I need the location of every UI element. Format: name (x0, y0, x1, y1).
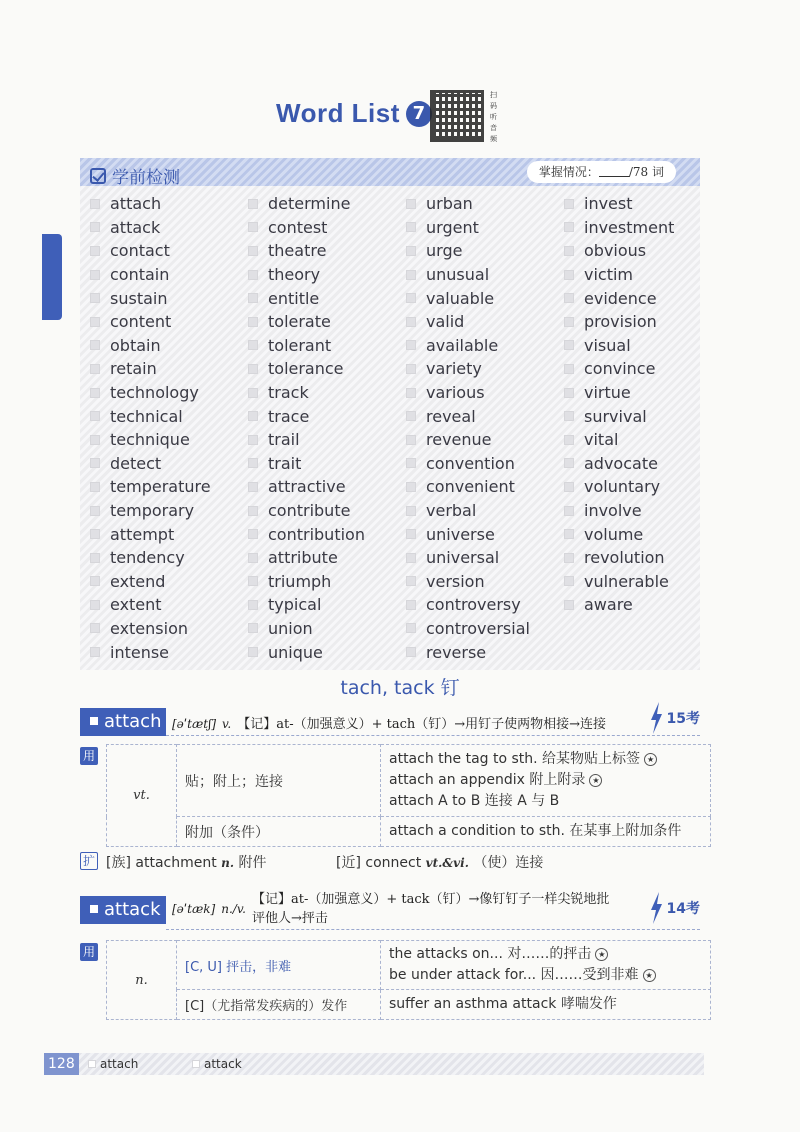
word-item[interactable] (90, 310, 240, 334)
word-text: voluntary (584, 477, 661, 497)
word-item[interactable] (406, 334, 556, 358)
word-item[interactable] (248, 522, 398, 546)
word-item[interactable] (406, 499, 556, 523)
checkbox-icon (90, 168, 106, 184)
word-checkbox[interactable] (90, 293, 100, 303)
word-item[interactable] (564, 404, 714, 428)
usage-meaning: [C]（尤指常发疾病的）发作 (177, 990, 381, 1020)
word-text: convenient (426, 477, 515, 497)
word-checkbox[interactable] (564, 222, 574, 232)
word-checkbox[interactable] (564, 364, 574, 374)
word-checkbox[interactable] (248, 435, 258, 445)
word-item[interactable] (406, 263, 556, 287)
word-text: vital (584, 430, 619, 450)
page-header (276, 98, 432, 129)
usage-example: attach a condition to sth. 在某事上附加条件 (381, 817, 711, 847)
lightning-icon (649, 892, 663, 924)
word-checkbox[interactable] (90, 623, 100, 633)
key-mark-icon: ★ (589, 774, 602, 787)
word-column-2 (248, 192, 398, 664)
word-text: tolerant (268, 335, 332, 355)
word-checkbox[interactable] (248, 600, 258, 610)
example-line: attach an appendix 附上附录 ★ (389, 770, 702, 791)
qr-code-icon[interactable] (430, 90, 484, 142)
panel-title: 学前检测 (90, 163, 180, 188)
word-checkbox[interactable] (248, 623, 258, 633)
word-text: trait (268, 453, 302, 473)
qr-label: 扫码听音频 (490, 91, 497, 143)
word-checkbox[interactable] (406, 317, 416, 327)
word-text: sustain (110, 288, 168, 308)
chapter-side-tab (42, 234, 62, 320)
extension-icon: 扩 (80, 852, 98, 870)
word-item[interactable] (90, 381, 240, 405)
usage-table-attack (106, 940, 711, 1020)
word-item[interactable] (564, 593, 714, 617)
word-item[interactable] (248, 617, 398, 641)
word-text: theatre (268, 241, 327, 261)
word-text: urge (426, 241, 463, 261)
word-item[interactable] (564, 570, 714, 594)
word-item[interactable] (248, 216, 398, 240)
word-item[interactable] (90, 216, 240, 240)
word-text: aware (584, 595, 633, 615)
word-text: tolerance (268, 359, 344, 379)
word-text: virtue (584, 383, 631, 403)
word-checkbox[interactable] (248, 317, 258, 327)
entry-attack-header (80, 890, 700, 930)
footer-word[interactable]: attach (88, 1057, 138, 1071)
word-checkbox[interactable] (406, 647, 416, 657)
example-line: attach the tag to sth. 给某物贴上标签 ★ (389, 749, 702, 770)
word-text: valid (426, 312, 465, 332)
word-item[interactable] (564, 522, 714, 546)
word-item[interactable] (248, 475, 398, 499)
word-text: attribute (268, 548, 338, 568)
word-text: revolution (584, 548, 665, 568)
word-item[interactable] (406, 617, 556, 641)
word-checkbox[interactable] (248, 458, 258, 468)
word-checkbox[interactable] (564, 482, 574, 492)
word-checkbox[interactable] (90, 270, 100, 280)
word-item[interactable] (90, 428, 240, 452)
word-text: contribution (268, 524, 365, 544)
word-text: available (426, 335, 499, 355)
word-text: typical (268, 595, 322, 615)
word-item[interactable] (406, 216, 556, 240)
word-checkbox[interactable] (564, 270, 574, 280)
word-checkbox[interactable] (248, 340, 258, 350)
word-item[interactable] (248, 570, 398, 594)
extension-near: [近] connect vt.&vi. （使）连接 (336, 855, 544, 871)
word-column-4 (564, 192, 714, 617)
word-item[interactable] (248, 357, 398, 381)
word-item[interactable] (90, 286, 240, 310)
word-item[interactable] (406, 570, 556, 594)
word-checkbox[interactable] (90, 600, 100, 610)
example-line: attach A to B 连接 A 与 B (389, 793, 560, 809)
mastery-status: 掌握情况： /78 词 (527, 161, 676, 183)
word-checkbox[interactable] (406, 222, 416, 232)
word-item[interactable] (90, 522, 240, 546)
word-checkbox[interactable] (90, 576, 100, 586)
word-checkbox[interactable] (406, 388, 416, 398)
word-item[interactable] (90, 192, 240, 216)
usage-example: suffer an asthma attack 哮喘发作 (381, 990, 711, 1020)
word-checkbox[interactable] (248, 576, 258, 586)
word-checkbox[interactable] (406, 553, 416, 563)
word-checkbox[interactable] (564, 435, 574, 445)
word-text: union (268, 618, 313, 638)
word-column-1 (90, 192, 240, 664)
word-text: trace (268, 406, 310, 426)
word-text: contain (110, 265, 170, 285)
word-checkbox[interactable] (90, 506, 100, 516)
word-checkbox[interactable] (564, 293, 574, 303)
word-text: attack (110, 217, 161, 237)
list-number-badge: 7 (406, 101, 432, 127)
word-checkbox[interactable] (406, 293, 416, 303)
word-text: survival (584, 406, 647, 426)
word-text: revenue (426, 430, 492, 450)
entry-attach-header (80, 708, 700, 736)
usage-examples (381, 745, 711, 817)
word-text: visual (584, 335, 631, 355)
word-item[interactable] (564, 475, 714, 499)
word-item[interactable] (406, 475, 556, 499)
word-checkbox[interactable] (248, 529, 258, 539)
word-checkbox[interactable] (90, 364, 100, 374)
word-checkbox[interactable] (90, 388, 100, 398)
word-checkbox[interactable] (564, 246, 574, 256)
word-item[interactable] (406, 239, 556, 263)
word-checkbox[interactable] (248, 246, 258, 256)
word-checkbox[interactable] (406, 458, 416, 468)
word-checkbox[interactable] (564, 340, 574, 350)
word-checkbox[interactable] (406, 199, 416, 209)
word-item[interactable] (248, 499, 398, 523)
extension-family: [族] attachment n. 附件 (106, 855, 267, 871)
word-text: contact (110, 241, 170, 261)
word-checkbox[interactable] (406, 600, 416, 610)
word-item[interactable] (564, 286, 714, 310)
word-checkbox[interactable] (90, 553, 100, 563)
word-checkbox[interactable] (564, 458, 574, 468)
word-text: obvious (584, 241, 647, 261)
word-item[interactable] (564, 310, 714, 334)
word-item[interactable] (564, 357, 714, 381)
word-text: trail (268, 430, 300, 450)
word-item[interactable] (564, 239, 714, 263)
headword: attach (80, 708, 166, 736)
word-item[interactable] (406, 404, 556, 428)
word-item[interactable] (90, 617, 240, 641)
word-checkbox[interactable] (564, 199, 574, 209)
word-checkbox[interactable] (564, 506, 574, 516)
word-text: urban (426, 194, 473, 214)
word-text: investment (584, 217, 675, 237)
word-text: extension (110, 618, 188, 638)
word-item[interactable] (406, 546, 556, 570)
word-text: retain (110, 359, 157, 379)
word-text: reverse (426, 642, 487, 662)
example-line: the attacks on... 对……的抨击 ★ (389, 944, 702, 965)
word-text: variety (426, 359, 482, 379)
word-item[interactable] (248, 239, 398, 263)
word-item[interactable] (248, 428, 398, 452)
panel-header (80, 158, 700, 186)
word-item[interactable] (406, 640, 556, 664)
word-item[interactable] (90, 263, 240, 287)
phonetic: [əˈtæk] n./v. (172, 902, 246, 916)
word-checkbox[interactable] (248, 199, 258, 209)
word-item[interactable] (248, 192, 398, 216)
word-item[interactable] (248, 381, 398, 405)
word-item[interactable] (90, 475, 240, 499)
word-item[interactable] (564, 216, 714, 240)
word-checkbox[interactable] (564, 388, 574, 398)
word-text: victim (584, 265, 634, 285)
word-checkbox[interactable] (564, 529, 574, 539)
usage-icon: 用 (80, 943, 98, 961)
word-checkbox[interactable] (406, 623, 416, 633)
word-text: reveal (426, 406, 476, 426)
usage-examples (381, 941, 711, 990)
page-footer (44, 1053, 704, 1075)
word-item[interactable] (564, 499, 714, 523)
word-checkbox[interactable] (248, 482, 258, 492)
footer-word[interactable]: attack (192, 1057, 242, 1071)
word-checkbox[interactable] (248, 553, 258, 563)
word-text: extend (110, 571, 166, 591)
word-item[interactable] (90, 334, 240, 358)
word-item[interactable] (248, 263, 398, 287)
root-heading: tach, tack 钉 (340, 677, 460, 699)
word-item[interactable] (406, 593, 556, 617)
word-text: unusual (426, 265, 490, 285)
word-text: version (426, 571, 485, 591)
word-text: contest (268, 217, 328, 237)
usage-table-attach (106, 744, 711, 847)
page-number: 128 (44, 1053, 79, 1075)
usage-pos: vt. (107, 745, 177, 847)
word-checkbox[interactable] (248, 364, 258, 374)
word-text: triumph (268, 571, 332, 591)
word-checkbox[interactable] (90, 222, 100, 232)
word-item[interactable] (406, 428, 556, 452)
word-checkbox[interactable] (406, 506, 416, 516)
word-text: convention (426, 453, 515, 473)
word-item[interactable] (564, 452, 714, 476)
word-item[interactable] (248, 286, 398, 310)
word-item[interactable] (564, 546, 714, 570)
word-item[interactable] (406, 381, 556, 405)
word-text: temporary (110, 501, 195, 521)
word-text: urgent (426, 217, 479, 237)
lightning-icon (649, 702, 663, 734)
word-item[interactable] (90, 640, 240, 664)
page-title: Word List (276, 98, 400, 128)
word-item[interactable] (90, 239, 240, 263)
word-item[interactable] (406, 286, 556, 310)
word-text: provision (584, 312, 657, 332)
word-text: entitle (268, 288, 320, 308)
word-item[interactable] (406, 192, 556, 216)
word-text: temperature (110, 477, 211, 497)
key-mark-icon: ★ (595, 948, 608, 961)
key-mark-icon: ★ (643, 969, 656, 982)
word-checkbox[interactable] (90, 458, 100, 468)
word-text: technology (110, 383, 199, 403)
word-checkbox[interactable] (406, 364, 416, 374)
word-item[interactable] (248, 334, 398, 358)
usage-meaning: 贴；附上；连接 (177, 745, 381, 817)
usage-icon: 用 (80, 747, 98, 765)
mastery-blank[interactable] (599, 165, 629, 177)
word-item[interactable] (248, 452, 398, 476)
word-text: contribute (268, 501, 351, 521)
word-text: unique (268, 642, 323, 662)
word-item[interactable] (564, 192, 714, 216)
word-checkbox[interactable] (564, 553, 574, 563)
exam-frequency: 15考 (649, 702, 700, 734)
key-mark-icon: ★ (644, 753, 657, 766)
etymology: [əˈtætʃ] v. 【记】at-（加强意义）+ tach（钉）→用钉子使两物相接→连接 (172, 717, 607, 732)
word-checkbox[interactable] (90, 317, 100, 327)
usage-pos: n. (107, 941, 177, 1020)
word-text: theory (268, 265, 321, 285)
word-checkbox[interactable] (564, 600, 574, 610)
word-text: invest (584, 194, 633, 214)
word-text: detect (110, 453, 162, 473)
word-checkbox[interactable] (406, 340, 416, 350)
word-item[interactable] (564, 263, 714, 287)
word-item[interactable] (248, 310, 398, 334)
word-text: tolerate (268, 312, 331, 332)
word-checkbox[interactable] (406, 270, 416, 280)
word-item[interactable] (90, 452, 240, 476)
word-checkbox[interactable] (90, 246, 100, 256)
word-text: convince (584, 359, 656, 379)
word-text: volume (584, 524, 644, 544)
word-checkbox[interactable] (406, 411, 416, 421)
word-text: valuable (426, 288, 495, 308)
word-text: universe (426, 524, 495, 544)
word-checkbox[interactable] (90, 199, 100, 209)
etymology: 【记】at-（加强意义）+ tack（钉）→像钉钉子一样尖锐地批 评他人→抨击 (252, 892, 610, 926)
word-text: vulnerable (584, 571, 669, 591)
word-checkbox[interactable] (90, 647, 100, 657)
pre-study-check-panel (80, 158, 700, 670)
word-item[interactable] (564, 428, 714, 452)
word-checkbox[interactable] (406, 435, 416, 445)
word-checkbox[interactable] (248, 270, 258, 280)
word-checkbox[interactable] (90, 529, 100, 539)
usage-meaning: 附加（条件） (177, 817, 381, 847)
word-text: extent (110, 595, 162, 615)
word-text: universal (426, 548, 500, 568)
word-item[interactable] (90, 357, 240, 381)
word-text: verbal (426, 501, 477, 521)
word-checkbox[interactable] (406, 246, 416, 256)
word-checkbox[interactable] (406, 529, 416, 539)
word-text: controversial (426, 618, 530, 638)
word-checkbox[interactable] (248, 411, 258, 421)
word-text: advocate (584, 453, 658, 473)
word-item[interactable] (406, 522, 556, 546)
word-item[interactable] (564, 381, 714, 405)
word-checkbox[interactable] (248, 647, 258, 657)
word-checkbox[interactable] (90, 340, 100, 350)
word-column-3 (406, 192, 556, 664)
word-checkbox[interactable] (564, 317, 574, 327)
usage-meaning: [C, U] 抨击，非难 (177, 941, 381, 990)
word-checkbox[interactable] (90, 411, 100, 421)
word-item[interactable] (248, 640, 398, 664)
word-item[interactable] (248, 593, 398, 617)
word-checkbox[interactable] (564, 411, 574, 421)
word-checkbox[interactable] (248, 222, 258, 232)
word-text: attempt (110, 524, 175, 544)
word-item[interactable] (248, 546, 398, 570)
word-text: technical (110, 406, 183, 426)
word-checkbox[interactable] (248, 506, 258, 516)
word-item[interactable] (90, 546, 240, 570)
word-text: evidence (584, 288, 657, 308)
word-text: determine (268, 194, 351, 214)
word-item[interactable] (248, 404, 398, 428)
word-text: involve (584, 501, 642, 521)
word-item[interactable] (564, 334, 714, 358)
word-item[interactable] (406, 452, 556, 476)
word-text: tendency (110, 548, 185, 568)
word-checkbox[interactable] (248, 293, 258, 303)
word-text: attractive (268, 477, 346, 497)
word-checkbox[interactable] (406, 576, 416, 586)
word-text: intense (110, 642, 170, 662)
word-item[interactable] (90, 404, 240, 428)
word-item[interactable] (90, 499, 240, 523)
word-item[interactable] (90, 570, 240, 594)
headword: attack (80, 896, 166, 924)
word-item[interactable] (406, 310, 556, 334)
word-checkbox[interactable] (248, 388, 258, 398)
word-text: controversy (426, 595, 521, 615)
example-line: be under attack for... 因……受到非难 ★ (389, 965, 702, 986)
word-text: obtain (110, 335, 161, 355)
word-text: track (268, 383, 309, 403)
word-item[interactable] (90, 593, 240, 617)
word-text: technique (110, 430, 190, 450)
exam-frequency: 14考 (649, 892, 700, 924)
word-text: content (110, 312, 172, 332)
word-checkbox[interactable] (564, 576, 574, 586)
word-checkbox[interactable] (90, 482, 100, 492)
word-checkbox[interactable] (90, 435, 100, 445)
word-checkbox[interactable] (406, 482, 416, 492)
word-text: various (426, 383, 485, 403)
word-item[interactable] (406, 357, 556, 381)
word-text: attach (110, 194, 162, 214)
